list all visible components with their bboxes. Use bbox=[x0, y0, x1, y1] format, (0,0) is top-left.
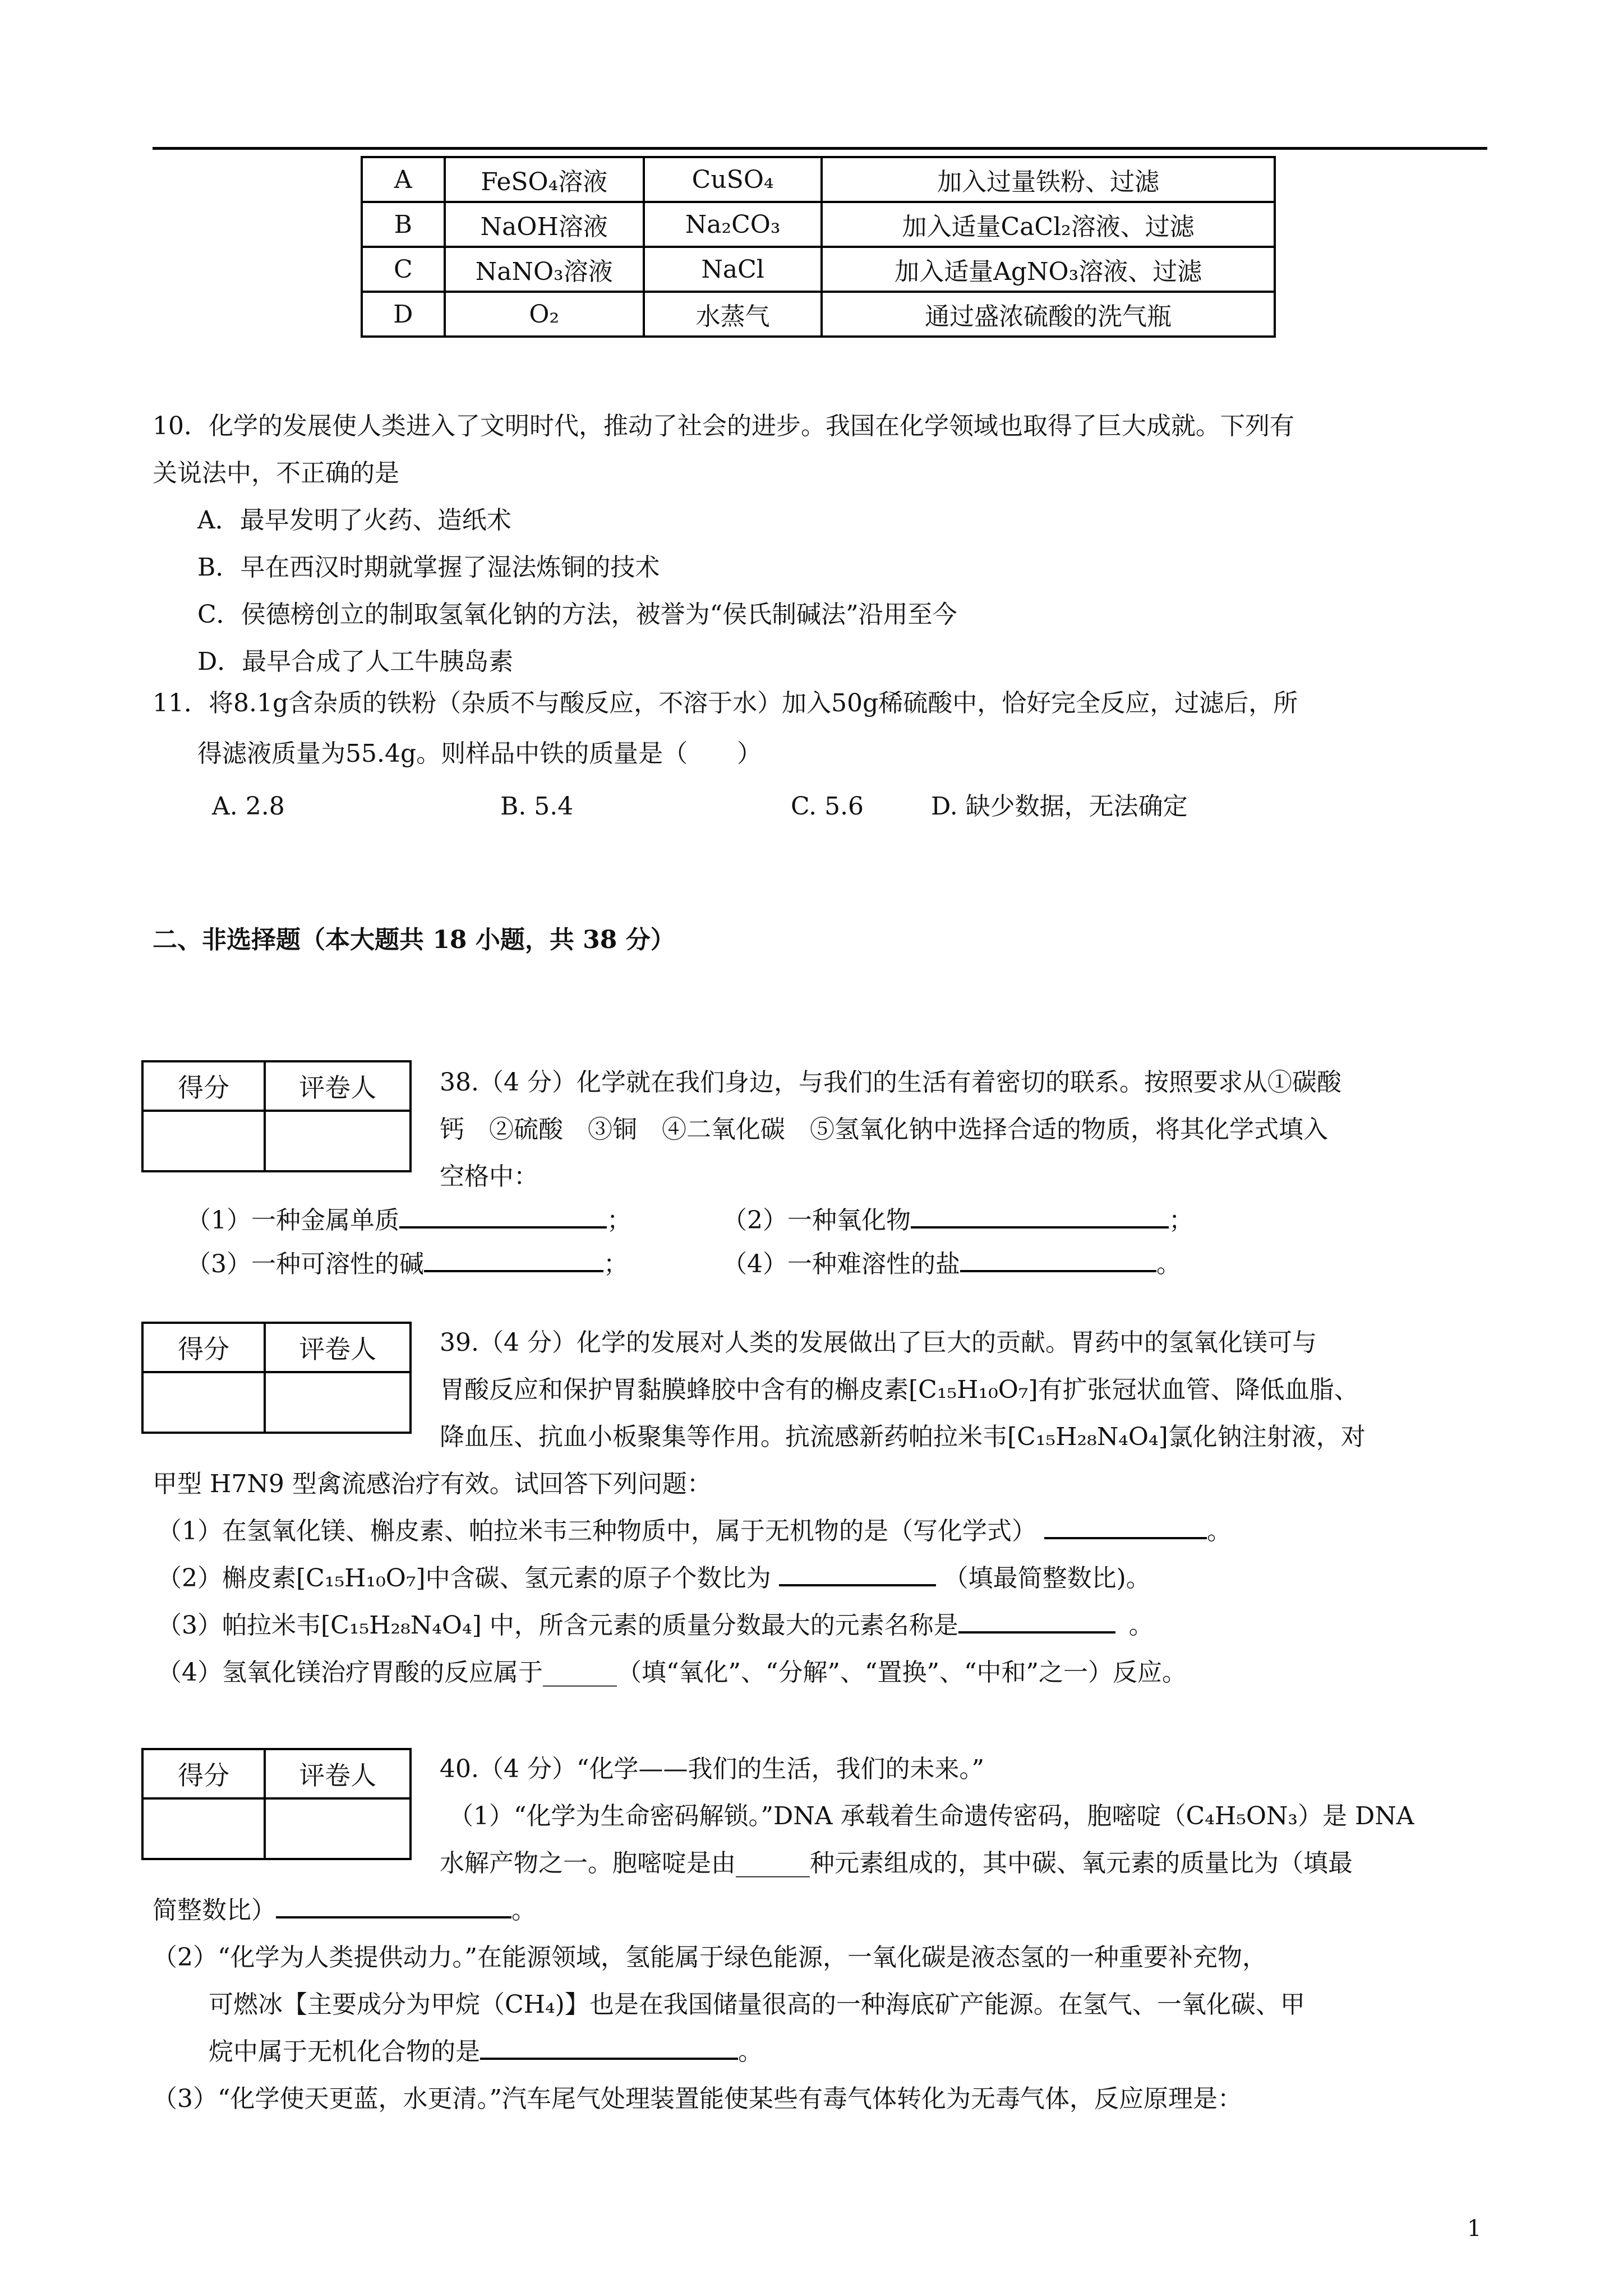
answer-blank[interactable] bbox=[911, 1196, 1169, 1228]
q38-part1-label: （1）一种金属单质 bbox=[186, 1206, 399, 1235]
q40-part2-line2: 可燃冰【主要成分为甲烷（CH₄)】也是在我国储量很高的一种海底矿产能源。在氢气、一氧化碳、甲 bbox=[209, 1990, 1305, 2019]
q38-part3 bbox=[186, 1240, 628, 1289]
answer-blank[interactable] bbox=[958, 1601, 1115, 1634]
q39-part2-tail: （填最简整数比)。 bbox=[943, 1564, 1151, 1593]
grader-cell[interactable] bbox=[265, 1111, 411, 1171]
score-cell[interactable] bbox=[142, 1798, 265, 1859]
answer-blank[interactable] bbox=[779, 1554, 936, 1586]
answer-blank[interactable] bbox=[960, 1240, 1156, 1272]
q38-part4-label: （4）一种难溶性的盐 bbox=[722, 1250, 960, 1278]
q10-stem-line1: 10．化学的发展使人类进入了文明时代，推动了社会的进步。我国在化学领域也取得了巨大成就。下列有 bbox=[153, 412, 1294, 440]
q39-part1 bbox=[157, 1507, 1232, 1556]
q40-part2-line3-label: 烷中属于无机化合物的是 bbox=[209, 2037, 480, 2066]
score-cell[interactable] bbox=[142, 1111, 265, 1171]
q39-line2: 胃酸反应和保护胃黏膜蜂胶中含有的槲皮素[C₁₅H₁₀O₇]有扩张冠状血管、降低血脂、 bbox=[440, 1375, 1359, 1404]
grade-box-q38 bbox=[141, 1060, 412, 1172]
semicolon: ； bbox=[1169, 1206, 1193, 1235]
q40-line3: 水解产物之一。胞嘧啶是由______种元素组成的，其中碳、氧元素的质量比为（填最 bbox=[440, 1849, 1353, 1878]
answer-blank[interactable] bbox=[480, 2027, 738, 2060]
score-cell[interactable] bbox=[142, 1372, 265, 1433]
table-cell: 加入适量CaCl₂溶液、过滤 bbox=[822, 202, 1275, 247]
answer-blank[interactable] bbox=[1044, 1507, 1207, 1539]
table-cell: Na₂CO₃ bbox=[644, 202, 822, 247]
q11-option-a: A. 2.8 bbox=[212, 792, 285, 821]
q38-part4 bbox=[722, 1240, 1181, 1289]
q39-part1-label: （1）在氢氧化镁、槲皮素、帕拉米韦三种物质中，属于无机物的是（写化学式） bbox=[157, 1517, 1036, 1545]
table-cell: D bbox=[362, 292, 445, 337]
grade-box-q39 bbox=[141, 1322, 412, 1434]
period: 。 bbox=[511, 1896, 536, 1925]
score-label: 得分 bbox=[142, 1323, 265, 1372]
q40-part2-line1: （2）“化学为人类提供动力。”在能源领域，氢能属于绿色能源，一氧化碳是液态氢的一种重要补充物， bbox=[153, 1943, 1267, 1972]
q10-option-d: D．最早合成了人工牛胰岛素 bbox=[197, 647, 514, 676]
q38-line3: 空格中： bbox=[440, 1162, 538, 1191]
q11-option-d: D. 缺少数据，无法确定 bbox=[931, 792, 1188, 821]
q39-line4: 甲型 H7N9 型禽流感治疗有效。试回答下列问题： bbox=[153, 1470, 712, 1498]
table-row bbox=[362, 247, 1275, 292]
table-row bbox=[362, 202, 1275, 247]
q38-part2 bbox=[722, 1196, 1193, 1245]
grader-cell[interactable] bbox=[265, 1798, 411, 1859]
table-cell: B bbox=[362, 202, 445, 247]
q40-line4 bbox=[153, 1886, 536, 1935]
grader-cell[interactable] bbox=[265, 1372, 411, 1433]
q40-line2: （1）“化学为生命密码解锁。”DNA 承载着生命遗传密码，胞嘧啶（C₄H₅ON₃）是 DNA bbox=[449, 1802, 1414, 1830]
q39-part3 bbox=[157, 1601, 1154, 1650]
q10-option-b: B．早在西汉时期就掌握了湿法炼铜的技术 bbox=[197, 553, 660, 582]
semicolon: ； bbox=[607, 1206, 631, 1235]
q38-part1 bbox=[186, 1196, 631, 1245]
q11-option-b: B. 5.4 bbox=[500, 792, 574, 821]
q38-part2-label: （2）一种氧化物 bbox=[722, 1206, 911, 1235]
table-cell: NaCl bbox=[644, 247, 822, 292]
q39-part4: （4）氢氧化镁治疗胃酸的反应属于______（填“氧化”、“分解”、“置换”、“中和”之一）反应。 bbox=[157, 1658, 1187, 1687]
table-cell: CuSO₄ bbox=[644, 157, 822, 202]
q10-option-c: C．侯德榜创立的制取氢氧化钠的方法，被誉为“侯氏制碱法”沿用至今 bbox=[197, 600, 957, 629]
q10-stem-line2: 关说法中，不正确的是 bbox=[153, 459, 399, 487]
table-cell: C bbox=[362, 247, 445, 292]
q11-stem-line1: 11．将8.1g含杂质的铁粉（杂质不与酸反应，不溶于水）加入50g稀硫酸中，恰好完全反应，过滤后，所 bbox=[153, 689, 1298, 717]
table-cell: 加入适量AgNO₃溶液、过滤 bbox=[822, 247, 1275, 292]
answer-blank[interactable] bbox=[424, 1240, 603, 1272]
q40-line4-label: 简整数比） bbox=[153, 1896, 276, 1925]
section-heading: 二、非选择题（本大题共 18 小题，共 38 分） bbox=[153, 926, 675, 954]
period: 。 bbox=[1207, 1517, 1232, 1545]
header-rule bbox=[153, 147, 1487, 150]
q40-line1: 40.（4 分）“化学——我们的生活，我们的未来。” bbox=[440, 1755, 984, 1783]
q38-part3-label: （3）一种可溶性的碱 bbox=[186, 1250, 424, 1278]
answer-blank[interactable] bbox=[276, 1886, 511, 1918]
score-label: 得分 bbox=[142, 1749, 265, 1798]
q10-option-a: A．最早发明了火药、造纸术 bbox=[197, 506, 511, 535]
score-label: 得分 bbox=[142, 1061, 265, 1111]
answer-blank[interactable] bbox=[399, 1196, 607, 1228]
table-cell: NaOH溶液 bbox=[445, 202, 644, 247]
impurity-removal-table bbox=[361, 156, 1276, 338]
q39-part3-label: （3）帕拉米韦[C₁₅H₂₈N₄O₄] 中，所含元素的质量分数最大的元素名称是 bbox=[157, 1611, 958, 1640]
grader-label: 评卷人 bbox=[265, 1323, 411, 1372]
grade-box-q40 bbox=[141, 1748, 412, 1860]
grader-label: 评卷人 bbox=[265, 1749, 411, 1798]
semicolon: ； bbox=[603, 1250, 628, 1278]
table-cell: A bbox=[362, 157, 445, 202]
q38-line2: 钙 ②硫酸 ③铜 ④二氧化碳 ⑤氢氧化钠中选择合适的物质，将其化学式填入 bbox=[440, 1115, 1328, 1144]
table-row bbox=[362, 157, 1275, 202]
table-cell: NaNO₃溶液 bbox=[445, 247, 644, 292]
period: 。 bbox=[738, 2037, 763, 2066]
period: 。 bbox=[1128, 1611, 1154, 1640]
q11-stem-line2: 得滤液质量为55.4g。则样品中铁的质量是（ ） bbox=[197, 739, 762, 768]
table-cell: O₂ bbox=[445, 292, 644, 337]
table-row bbox=[362, 292, 1275, 337]
q39-part2-label: （2）槲皮素[C₁₅H₁₀O₇]中含碳、氢元素的原子个数比为 bbox=[157, 1564, 771, 1593]
q40-part2-line3 bbox=[209, 2027, 763, 2077]
table-cell: 加入过量铁粉、过滤 bbox=[822, 157, 1275, 202]
table-cell: 水蒸气 bbox=[644, 292, 822, 337]
q11-option-c: C. 5.6 bbox=[791, 792, 864, 821]
page-number: 1 bbox=[1467, 2216, 1482, 2242]
q39-line3: 降血压、抗血小板聚集等作用。抗流感新药帕拉米韦[C₁₅H₂₈N₄O₄]氯化钠注射液，对 bbox=[440, 1423, 1366, 1451]
grader-label: 评卷人 bbox=[265, 1061, 411, 1111]
period: 。 bbox=[1156, 1250, 1181, 1278]
table-cell: FeSO₄溶液 bbox=[445, 157, 644, 202]
table-cell: 通过盛浓硫酸的洗气瓶 bbox=[822, 292, 1275, 337]
q39-line1: 39.（4 分）化学的发展对人类的发展做出了巨大的贡献。胃药中的氢氧化镁可与 bbox=[440, 1328, 1317, 1357]
q38-line1: 38.（4 分）化学就在我们身边，与我们的生活有着密切的联系。按照要求从①碳酸 bbox=[440, 1068, 1341, 1097]
q40-part3-line1: （3）“化学使天更蓝，水更清。”汽车尾气处理装置能使某些有毒气体转化为无毒气体，反应原理是： bbox=[153, 2085, 1242, 2113]
q39-part2 bbox=[157, 1554, 1151, 1603]
